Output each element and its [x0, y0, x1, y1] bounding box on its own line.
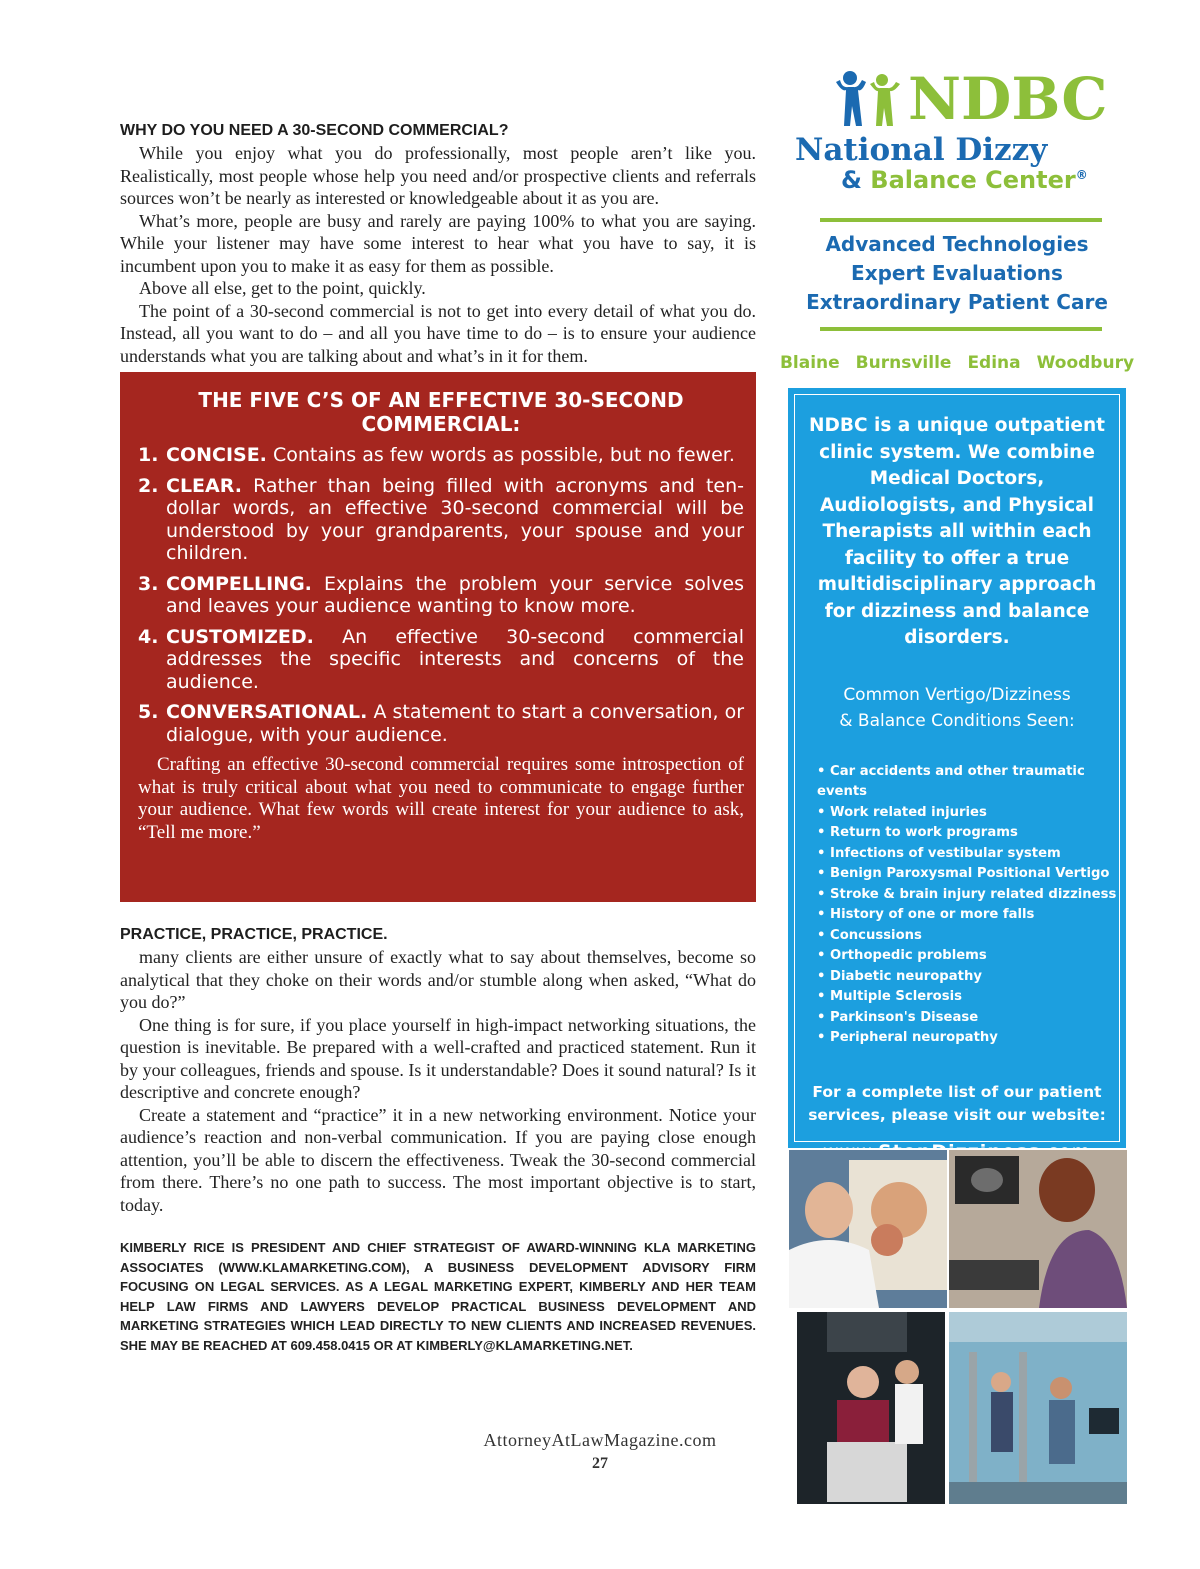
- photo-rotary-chair: [797, 1312, 945, 1504]
- list-item: • Diabetic neuropathy: [817, 967, 1119, 988]
- paragraph: What’s more, people are busy and rarely are paying 100% to what you are saying. While your listener may have some interest to hear what you have to say, it is incumbent upon you to make it as easy for them as possible.: [120, 210, 756, 276]
- location: Blaine: [779, 353, 840, 373]
- tagline: Extraordinary Patient Care: [806, 290, 1108, 314]
- list-item: • Benign Paroxysmal Positional Vertigo: [817, 864, 1119, 885]
- list-item: • Infections of vestibular system: [817, 844, 1119, 865]
- locations: [779, 353, 1135, 373]
- people-figures-icon: [832, 68, 904, 130]
- paragraph: Create a statement and “practice” it in a new networking environment. Notice your audience’s reaction and non-verbal communication. If you are paying close enough attention, you’ll be able to discern the effectiveness. Tweak the 30-second commercial from there. There’s no one path to success. The most important objective is to start, today.: [120, 1104, 756, 1215]
- list-item: • History of one or more falls: [817, 905, 1119, 926]
- item-text: Rather than being filled with acronyms and ten-dollar words, an effective 30-second commercial will be understood by your grandparents, your spouse and your children.: [166, 474, 744, 564]
- item-number: 2.: [138, 474, 159, 497]
- list-item: [138, 475, 744, 565]
- page-number: 27: [592, 1455, 608, 1472]
- ndbc-logo: [832, 65, 1108, 133]
- logo-sub-text: Balance Center: [870, 166, 1076, 194]
- item-text: A statement to start a conversation, or dialogue, with your audience.: [166, 701, 745, 746]
- list-item: • Return to work programs: [817, 823, 1119, 844]
- taglines: [787, 230, 1127, 317]
- list-item: • Orthopedic problems: [817, 946, 1119, 967]
- list-item: • Peripheral neuropathy: [817, 1028, 1119, 1049]
- item-text: Contains as few words as possible, but no fewer.: [272, 444, 735, 466]
- author-bio: KIMBERLY RICE IS PRESIDENT AND CHIEF STRATEGIST OF AWARD-WINNING KLA MARKETING ASSOCIATES (WWW.KLAMARKETING.COM), A BUSINESS DEVELOPMENT ADVISORY FIRM FOCUSING ON LEGAL SERVICES. AS A LEGAL MARKETING EXPERT, KIMBERLY AND HER TEAM HELP LAW FIRMS AND LAWYERS DEVELOP PRACTICAL BUSINESS DEVELOPMENT AND MARKETING STRATEGIES WHICH LEAD DIRECTLY TO NEW CLIENTS AND INCREASED REVENUES. SHE MAY BE REACHED AT 609.458.0415 OR AT KIMBERLY@KLAMARKETING.NET.: [120, 1240, 756, 1353]
- item-term: COMPELLING.: [166, 572, 312, 595]
- paragraph: many clients are either unsure of exactly what to say about themselves, become so analytical that they choke on their words and/or stumble along when asked, “What do you do?”: [120, 947, 756, 1012]
- article-column: [120, 120, 756, 1355]
- list-item: • Multiple Sclerosis: [817, 987, 1119, 1008]
- list-item: • Stroke & brain injury related dizziness: [817, 885, 1119, 906]
- conditions-title: [795, 682, 1119, 734]
- paragraph: Above all else, get to the point, quickly.: [139, 278, 426, 298]
- ampersand: &: [841, 166, 862, 194]
- list-item: • Parkinson's Disease: [817, 1008, 1119, 1029]
- five-cs-sidebar: [120, 372, 756, 902]
- item-term: CONVERSATIONAL.: [166, 701, 368, 723]
- info-panel-inner: [794, 394, 1120, 1142]
- item-number: 1.: [138, 444, 159, 466]
- photo-patient-exam: [949, 1150, 1127, 1308]
- location: Edina: [967, 353, 1021, 373]
- conditions-title-line: & Balance Conditions Seen:: [839, 710, 1075, 731]
- item-term: CLEAR.: [166, 474, 242, 497]
- sidebar-closing: Crafting an effective 30-second commercial requires some introspection of what is truly critical about what you need to communicate to engage further your audience. What few words will create interest for your audience to ask, “Tell me more.”: [138, 754, 744, 843]
- list-item: • Work related injuries: [817, 803, 1119, 824]
- info-panel: [788, 388, 1126, 1148]
- location: Burnsville: [855, 353, 952, 373]
- list-item: • Car accidents and other traumatic events: [817, 762, 1119, 803]
- logo-acronym: NDBC: [908, 65, 1108, 133]
- photo-balance-therapy: [949, 1312, 1127, 1504]
- item-number: 4.: [138, 625, 159, 648]
- divider: [820, 218, 1102, 222]
- paragraph: While you enjoy what you do professionally, most people aren’t like you. Realistically, most people whose help you need and/or prospective clients and referrals sources won’t be nearly as interested or knowledgeable about it as you are.: [120, 143, 756, 208]
- paragraph: One thing is for sure, if you place yourself in high-impact networking situations, the question is inevitable. Be prepared with a well-crafted and practiced statement. Run it by your colleagues, friends and spouse. Is it understandable? Does it sound natural? Is it descriptive and concrete enough?: [120, 1014, 756, 1102]
- ndbc-advertisement: [779, 60, 1135, 1510]
- item-number: 5.: [138, 701, 159, 723]
- list-item: [138, 626, 744, 694]
- list-item: [138, 701, 744, 746]
- section-heading-why: WHY DO YOU NEED A 30-SECOND COMMERCIAL?: [120, 122, 509, 139]
- visit-text: For a complete list of our patient services, please visit our website:: [808, 1082, 1106, 1124]
- item-text: An effective 30-second commercial addresses the specific interests and concerns of the audience.: [166, 625, 744, 693]
- tagline: Advanced Technologies: [825, 232, 1089, 256]
- five-cs-list: [138, 444, 744, 746]
- sidebar-title: THE FIVE C’S OF AN EFFECTIVE 30-SECOND COMMERCIAL:: [198, 388, 684, 436]
- divider: [820, 327, 1102, 331]
- list-item: [138, 573, 744, 618]
- tagline: Expert Evaluations: [851, 261, 1063, 285]
- location: Woodbury: [1036, 353, 1135, 373]
- section-heading-practice: PRACTICE, PRACTICE, PRACTICE.: [120, 926, 388, 943]
- paragraph: The point of a 30-second commercial is not to get into every detail of what you do. Instead, all you want to do – and all you have time to do – is to ensure your audience understands what you are talking about and what’s in it for them.: [120, 300, 756, 366]
- item-text: Explains the problem your service solves and leaves your audience wanting to know more.: [166, 572, 744, 617]
- item-term: CUSTOMIZED.: [166, 625, 314, 648]
- item-number: 3.: [138, 572, 159, 595]
- list-item: • Concussions: [817, 926, 1119, 947]
- registered-mark: ®: [1075, 168, 1088, 182]
- logo-name: National Dizzy: [795, 132, 1048, 168]
- photo-doctor: [789, 1150, 947, 1308]
- logo-subtitle: [841, 166, 1088, 194]
- conditions-list: [817, 762, 1119, 1049]
- list-item: [138, 444, 744, 467]
- conditions-title-line: Common Vertigo/Dizziness: [843, 684, 1071, 705]
- item-term: CONCISE.: [166, 444, 267, 466]
- footer-site: AttorneyAtLawMagazine.com: [483, 1430, 717, 1450]
- clinic-intro: NDBC is a unique outpatient clinic system. We combine Medical Doctors, Audiologists, and Physical Therapists all within each facility to offer a true multidisciplinary approach for dizziness and balance disorders.: [809, 415, 1105, 648]
